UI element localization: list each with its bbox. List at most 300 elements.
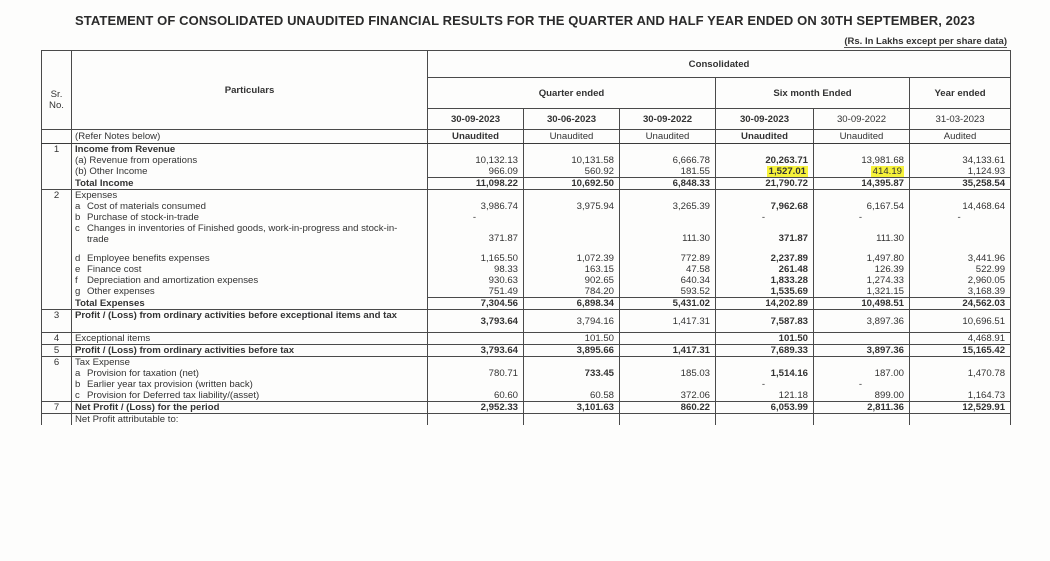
value-text: 111.30	[876, 232, 904, 244]
row-value	[910, 357, 1011, 369]
value-text: 372.06	[680, 390, 710, 401]
row-label-text: Depreciation and amortization expenses	[87, 275, 259, 286]
row-value	[524, 402, 620, 414]
row-letter: e	[75, 264, 81, 275]
value-text: 966.09	[488, 166, 518, 177]
value-text: -	[858, 379, 863, 390]
value-text: 111.30	[682, 232, 710, 244]
row-value	[814, 298, 910, 310]
value-text: 860.22	[680, 402, 710, 413]
value-text: 3,265.39	[672, 201, 710, 212]
value-text: 1,417.31	[672, 315, 710, 327]
value-text: 2,811.36	[867, 402, 904, 413]
row-value	[814, 190, 910, 202]
value-text: -	[761, 212, 766, 223]
row-value	[524, 155, 620, 166]
row-label	[72, 357, 428, 369]
row-value	[428, 333, 524, 345]
row-value	[910, 414, 1011, 426]
value-text: 7,304.56	[480, 298, 518, 309]
row-value	[620, 379, 716, 390]
row-value	[910, 155, 1011, 166]
value-text: 35,258.54	[962, 178, 1006, 189]
value-text: -	[858, 212, 863, 223]
row-value	[716, 253, 814, 264]
row-value	[910, 212, 1011, 223]
row-sr-no	[42, 368, 72, 379]
value-text: 10,692.50	[571, 178, 614, 189]
row-label-text: Expenses	[75, 190, 118, 201]
row-value	[910, 223, 1011, 253]
row-value	[814, 368, 910, 379]
year-ended-header: Year ended	[910, 78, 1011, 109]
value-text: 6,053.99	[770, 402, 808, 413]
value-text: 3,975.94	[576, 201, 614, 212]
row-value	[428, 345, 524, 357]
value-text: 7,587.83	[770, 315, 808, 327]
table-row	[42, 178, 1011, 190]
row-value	[814, 390, 910, 402]
consolidated-header: Consolidated	[428, 51, 1011, 78]
header-row-consolidated	[42, 51, 1011, 78]
row-value	[620, 144, 716, 156]
row-letter: f	[75, 275, 78, 286]
value-text: 7,689.33	[770, 345, 808, 356]
row-label-text: Provision for taxation (net)	[87, 368, 199, 379]
row-value	[428, 298, 524, 310]
row-sr-no	[42, 379, 72, 390]
row-value	[814, 414, 910, 426]
row-value	[524, 223, 620, 253]
value-text: 47.58	[685, 264, 710, 275]
row-value	[716, 212, 814, 223]
row-label-text: Employee benefits expenses	[87, 253, 210, 264]
value-text: 24,562.03	[962, 298, 1006, 309]
row-value	[428, 390, 524, 402]
table-row	[42, 253, 1011, 264]
value-text: 1,124.93	[967, 166, 1006, 177]
row-label	[72, 286, 428, 298]
row-letter: g	[75, 286, 81, 298]
row-value	[716, 298, 814, 310]
value-text: 560.92	[584, 166, 614, 177]
row-sr-no	[42, 155, 72, 166]
row-value	[524, 345, 620, 357]
audit-status: Unaudited	[716, 130, 814, 144]
row-value	[716, 333, 814, 345]
row-value	[814, 286, 910, 298]
value-text: 4,468.91	[967, 333, 1006, 344]
row-value	[620, 212, 716, 223]
row-value	[716, 345, 814, 357]
row-value	[428, 178, 524, 190]
value-text: 2,237.89	[770, 253, 808, 264]
row-value	[814, 155, 910, 166]
row-value	[428, 201, 524, 212]
value-text: 60.60	[493, 390, 518, 401]
period-date: 30-09-2022	[814, 109, 910, 130]
row-value	[910, 298, 1011, 310]
row-value	[716, 379, 814, 390]
value-text: 34,133.61	[962, 155, 1006, 166]
row-label-text: Profit / (Loss) from ordinary activities before tax	[75, 345, 295, 356]
row-value	[524, 253, 620, 264]
row-value	[524, 414, 620, 426]
value-text: 784.20	[584, 286, 614, 297]
row-label	[72, 298, 428, 310]
row-value	[620, 345, 716, 357]
table-row	[42, 357, 1011, 369]
row-value	[428, 286, 524, 298]
row-value	[524, 264, 620, 275]
row-value	[716, 264, 814, 275]
row-label	[72, 414, 428, 426]
row-value	[428, 368, 524, 379]
row-value	[716, 368, 814, 379]
row-value	[814, 345, 910, 357]
row-value	[620, 390, 716, 402]
row-value	[428, 212, 524, 223]
table-row	[42, 298, 1011, 310]
value-text: 1,274.33	[866, 275, 904, 286]
row-sr-no	[42, 414, 72, 426]
particulars-header: Particulars	[72, 51, 428, 130]
table-row	[42, 310, 1011, 333]
row-value	[814, 212, 910, 223]
row-value	[910, 144, 1011, 156]
value-text: 1,514.16	[770, 368, 808, 379]
row-value	[620, 414, 716, 426]
value-text: 163.15	[584, 264, 614, 275]
row-value	[524, 190, 620, 202]
row-value	[814, 144, 910, 156]
row-label-text: (b) Other Income	[75, 166, 148, 178]
row-value	[910, 178, 1011, 190]
row-value	[716, 178, 814, 190]
row-value	[524, 178, 620, 190]
row-sr-no	[42, 298, 72, 310]
row-value	[620, 155, 716, 166]
table-row	[42, 402, 1011, 414]
audit-status: Audited	[910, 130, 1011, 144]
row-value	[814, 379, 910, 390]
value-text: 60.58	[589, 390, 614, 401]
row-label-text: Total Expenses	[75, 297, 145, 309]
row-label-text: Finance cost	[87, 264, 142, 275]
row-sr-no: 1	[42, 144, 72, 156]
row-value	[814, 402, 910, 414]
value-text: 780.71	[488, 368, 518, 379]
row-label-text: Net Profit / (Loss) for the period	[75, 402, 220, 413]
sr-cell-empty	[42, 130, 72, 144]
value-text: -	[761, 379, 766, 390]
row-value	[716, 286, 814, 298]
row-value	[620, 275, 716, 286]
row-value	[428, 253, 524, 264]
row-label-text: Provision for Deferred tax liability/(asset)	[87, 390, 260, 401]
row-value	[428, 414, 524, 426]
row-value	[910, 190, 1011, 202]
row-value	[620, 264, 716, 275]
unit-note: (Rs. In Lakhs except per share data)	[844, 36, 1007, 47]
row-label	[72, 275, 428, 286]
row-label	[72, 368, 428, 379]
period-date: 30-09-2022	[620, 109, 716, 130]
row-letter: a	[75, 201, 81, 212]
row-label	[72, 264, 428, 275]
value-text: 772.89	[680, 253, 710, 264]
row-sr-no: 2	[42, 190, 72, 202]
value-text: 15,165.42	[962, 345, 1006, 356]
row-value	[620, 286, 716, 298]
row-value	[428, 402, 524, 414]
value-text: 3,793.64	[480, 345, 518, 356]
table-body	[42, 144, 1011, 426]
value-text: 12,529.91	[962, 402, 1006, 413]
row-label-text: Changes in inventories of Finished goods, work-in-progress and stock-in-trade	[87, 223, 398, 245]
value-text: 6,848.33	[672, 178, 710, 189]
audit-status: Unaudited	[814, 130, 910, 144]
row-value	[910, 345, 1011, 357]
value-text: -	[957, 212, 961, 223]
row-label	[72, 390, 428, 402]
row-label	[72, 402, 428, 414]
row-value	[814, 253, 910, 264]
value-text: 3,986.74	[480, 201, 518, 212]
value-text: 3,793.64	[480, 315, 518, 327]
value-text: 101.50	[778, 333, 808, 344]
row-value	[716, 223, 814, 253]
value-text: 414.19	[872, 166, 902, 177]
row-value	[620, 402, 716, 414]
row-value	[524, 212, 620, 223]
audit-status: Unaudited	[524, 130, 620, 144]
row-value	[620, 357, 716, 369]
value-text: 121.18	[778, 390, 808, 401]
row-value	[524, 390, 620, 402]
quarter-ended-header: Quarter ended	[428, 78, 716, 109]
row-value	[428, 310, 524, 333]
refer-notes: (Refer Notes below)	[72, 130, 428, 144]
value-text: 98.33	[493, 264, 518, 275]
row-label	[72, 144, 428, 156]
row-label	[72, 212, 428, 223]
row-value	[620, 178, 716, 190]
value-text: 14,202.89	[765, 298, 808, 309]
value-text: 1,165.50	[480, 253, 518, 264]
period-date: 30-09-2023	[428, 109, 524, 130]
value-text: 751.49	[488, 286, 518, 297]
row-letter: b	[75, 212, 81, 223]
row-value	[428, 357, 524, 369]
row-sr-no	[42, 253, 72, 264]
row-sr-no	[42, 286, 72, 298]
value-text: 3,897.36	[866, 315, 904, 327]
table-row	[42, 379, 1011, 390]
value-text: 371.87	[488, 232, 518, 244]
table-row	[42, 212, 1011, 223]
row-label	[72, 333, 428, 345]
audit-status: Unaudited	[428, 130, 524, 144]
row-letter: c	[75, 223, 80, 234]
row-value	[524, 310, 620, 333]
row-value	[524, 357, 620, 369]
value-text: 3,441.96	[967, 253, 1006, 264]
value-text: 1,164.73	[967, 390, 1006, 401]
value-text: 101.50	[584, 333, 614, 344]
value-text: 1,527.01	[768, 166, 806, 177]
table-row	[42, 345, 1011, 357]
row-value	[716, 390, 814, 402]
row-letter: c	[75, 390, 80, 401]
period-date: 31-03-2023	[910, 109, 1011, 130]
row-value	[428, 190, 524, 202]
row-sr-no	[42, 223, 72, 253]
row-label	[72, 345, 428, 357]
row-label-text: Earlier year tax provision (written back)	[87, 379, 253, 390]
row-value	[910, 310, 1011, 333]
row-value	[620, 190, 716, 202]
row-value	[814, 275, 910, 286]
row-label	[72, 223, 428, 253]
row-label-text: Purchase of stock-in-trade	[87, 212, 199, 223]
value-text: 261.48	[778, 264, 808, 275]
row-value	[428, 223, 524, 253]
value-text: 1,535.69	[770, 286, 808, 297]
value-text: 1,833.28	[770, 275, 808, 286]
row-label	[72, 253, 428, 264]
row-sr-no	[42, 264, 72, 275]
value-text: 2,960.05	[967, 275, 1006, 286]
row-label-text: (a) Revenue from operations	[75, 155, 198, 166]
row-value	[620, 368, 716, 379]
row-value	[620, 253, 716, 264]
row-sr-no	[42, 390, 72, 402]
row-value	[814, 178, 910, 190]
header-row-status	[42, 130, 1011, 144]
value-text: 21,790.72	[765, 178, 808, 189]
value-text: 899.00	[874, 390, 904, 401]
value-text: 593.52	[680, 286, 710, 297]
row-label	[72, 379, 428, 390]
value-text: 2,952.33	[480, 402, 518, 413]
table-row	[42, 275, 1011, 286]
value-text: 126.39	[874, 264, 904, 275]
row-value	[716, 414, 814, 426]
row-value	[716, 144, 814, 156]
row-value	[524, 298, 620, 310]
row-value	[428, 155, 524, 166]
value-text: 14,468.64	[962, 201, 1006, 212]
value-text: 5,431.02	[672, 298, 710, 309]
table-row	[42, 166, 1011, 178]
row-sr-no: 5	[42, 345, 72, 357]
row-value	[910, 333, 1011, 345]
table-row	[42, 190, 1011, 202]
statement-title: STATEMENT OF CONSOLIDATED UNAUDITED FINANCIAL RESULTS FOR THE QUARTER AND HALF YEAR ENDED ON 30TH SEPTEMBER, 2023	[75, 13, 975, 28]
row-value	[716, 190, 814, 202]
row-value	[524, 379, 620, 390]
row-value	[428, 275, 524, 286]
row-value	[814, 264, 910, 275]
row-sr-no	[42, 212, 72, 223]
row-value	[620, 298, 716, 310]
row-label-text: Tax Expense	[75, 357, 130, 368]
row-value	[910, 275, 1011, 286]
value-text: 1,417.31	[672, 345, 710, 356]
value-text: 10,131.58	[571, 155, 614, 166]
row-value	[814, 333, 910, 345]
row-value	[910, 201, 1011, 212]
row-value	[814, 310, 910, 333]
row-value	[716, 310, 814, 333]
row-label	[72, 178, 428, 190]
value-text: 640.34	[680, 275, 710, 286]
table-row	[42, 286, 1011, 298]
value-text: 3,168.39	[967, 286, 1006, 297]
audit-status: Unaudited	[620, 130, 716, 144]
value-text: 10,132.13	[475, 155, 518, 166]
row-value	[428, 144, 524, 156]
row-value	[524, 144, 620, 156]
table-row	[42, 155, 1011, 166]
value-text: 930.63	[488, 275, 518, 286]
period-date: 30-06-2023	[524, 109, 620, 130]
row-letter: d	[75, 253, 81, 264]
table-row	[42, 333, 1011, 345]
row-value	[620, 201, 716, 212]
row-label-text: Exceptional items	[75, 333, 151, 344]
row-label	[72, 201, 428, 212]
value-text: 902.65	[584, 275, 614, 286]
value-text: 6,666.78	[672, 155, 710, 166]
row-value	[716, 166, 814, 178]
value-text: 6,167.54	[866, 201, 904, 212]
row-sr-no: 6	[42, 357, 72, 369]
value-text: 6,898.34	[576, 298, 614, 309]
row-value	[428, 166, 524, 178]
row-label-text: Total Income	[75, 177, 134, 189]
row-label-text: Cost of materials consumed	[87, 201, 206, 212]
row-label	[72, 310, 428, 333]
value-text: 11,098.22	[475, 178, 518, 189]
row-value	[620, 223, 716, 253]
value-text: 1,072.39	[576, 253, 614, 264]
row-value	[814, 166, 910, 178]
row-value	[524, 275, 620, 286]
row-sr-no	[42, 201, 72, 212]
row-value	[910, 264, 1011, 275]
row-value	[524, 333, 620, 345]
table-row	[42, 264, 1011, 275]
row-sr-no	[42, 166, 72, 178]
value-text: 522.99	[975, 264, 1006, 275]
value-text: -	[472, 212, 477, 223]
row-sr-no: 4	[42, 333, 72, 345]
row-value	[910, 379, 1011, 390]
row-letter: a	[75, 368, 81, 379]
row-label	[72, 155, 428, 166]
value-text: 185.03	[680, 368, 710, 379]
period-date: 30-09-2023	[716, 109, 814, 130]
row-value	[910, 286, 1011, 298]
row-value	[524, 201, 620, 212]
row-value	[428, 379, 524, 390]
row-value	[620, 333, 716, 345]
row-sr-no	[42, 178, 72, 190]
row-sr-no	[42, 275, 72, 286]
value-text: 1,321.15	[866, 286, 904, 297]
